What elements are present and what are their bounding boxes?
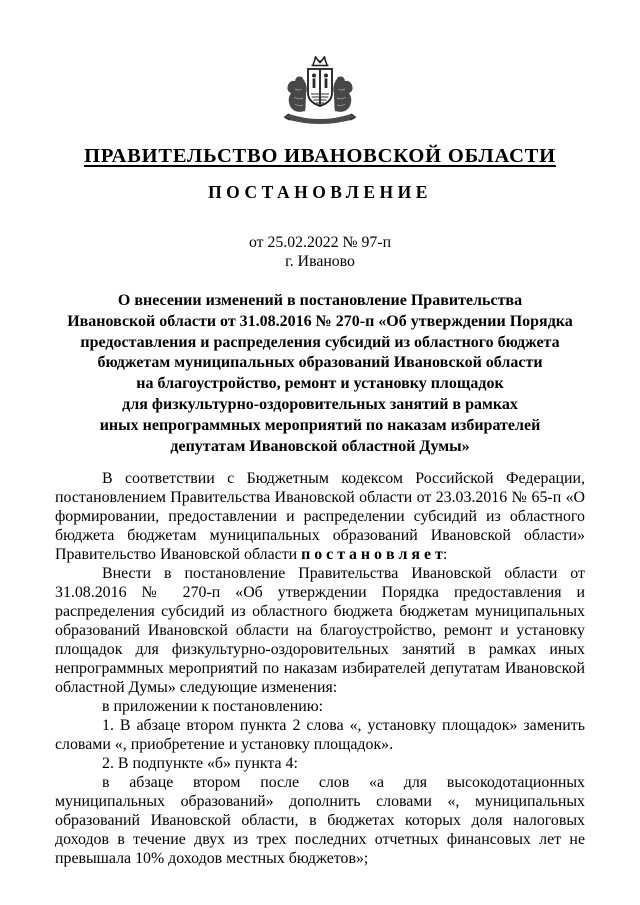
decree-colon: :	[442, 546, 448, 564]
preamble-text: В соответствии с Бюджетным кодексом Российской Федерации, постановлением Правительства Ивановской области от 23.03.2016 № 65-п «О формировании, предоставлении и распределении субсидий из областного бюджета бюджетам муниципальных образований Ивановской области» Правительство Ивановской области	[55, 470, 585, 564]
coat-of-arms-icon	[55, 53, 585, 133]
subject-line: предоставления и распределения субсидий из областного бюджета	[80, 333, 560, 351]
paragraph-item-2-detail: в абзаце втором после слов «а для высокодотационных муниципальных образований» дополнить словами «, муниципальных образований Ивановской области, в бюджетах которых доля налоговых доходов в течение двух из трех последних отчетных финансовых лет не превышала 10% доходов местных бюджетов»;	[55, 774, 585, 868]
subject-line: иных непрограммных мероприятий по наказам избирателей	[99, 416, 541, 434]
date-number-line: от 25.02.2022 № 97-п	[248, 234, 392, 251]
subject-line: для физкультурно-оздоровительных занятий в рамках	[122, 395, 518, 413]
city-line: г. Иваново	[285, 252, 355, 270]
subject-line: Ивановской области от 31.08.2016 № 270-п «Об утверждении Порядка	[67, 312, 573, 330]
eagle-supporter-icon	[333, 77, 352, 112]
ivanovo-oblast-coat-of-arms-icon	[269, 53, 371, 133]
subject-line: депутатам Ивановской областной Думы»	[170, 437, 470, 455]
doc-type-title: ПОСТАНОВЛЕНИЕ	[208, 182, 432, 202]
ribbon-base-icon	[286, 114, 355, 124]
paragraph-resolution: Внести в постановление Правительства Ивановской области от 31.08.2016 № 270-п «Об утверждении Порядка предоставления и распределения субсидий из областного бюджета бюджетам муниципальных образований Ивановской области на благоустройство, ремонт и установку площадок для физкультурно-оздоровительных занятий в рамках иных непрограммных мероприятий по наказам избирателей депутатам Ивановской областной Думы» следующие изменения:	[55, 565, 585, 697]
subject-line: О внесении изменений в постановление Правительства	[117, 292, 523, 309]
paragraph-preamble	[55, 469, 585, 564]
subject-line: на благоустройство, ремонт и установку площадок	[136, 375, 504, 393]
paragraph-annex-intro: в приложении к постановлению:	[102, 698, 324, 716]
decree-word: п о с т а н о в л я е т	[301, 546, 443, 564]
lion-supporter-icon	[287, 77, 306, 112]
org-name: ПРАВИТЕЛЬСТВО ИВАНОВСКОЙ ОБЛАСТИ	[84, 145, 556, 167]
subject-title	[55, 291, 585, 457]
paragraph-item-2: 2. В подпункте «б» пункта 4:	[102, 755, 298, 773]
paragraph-item-1: 1. В абзаце втором пункта 2 слова «, установку площадок» заменить словами «, приобретение и установку площадок».	[55, 717, 585, 754]
document-body	[55, 469, 585, 868]
subject-line: бюджетам муниципальных образований Ивановской области	[97, 354, 543, 372]
